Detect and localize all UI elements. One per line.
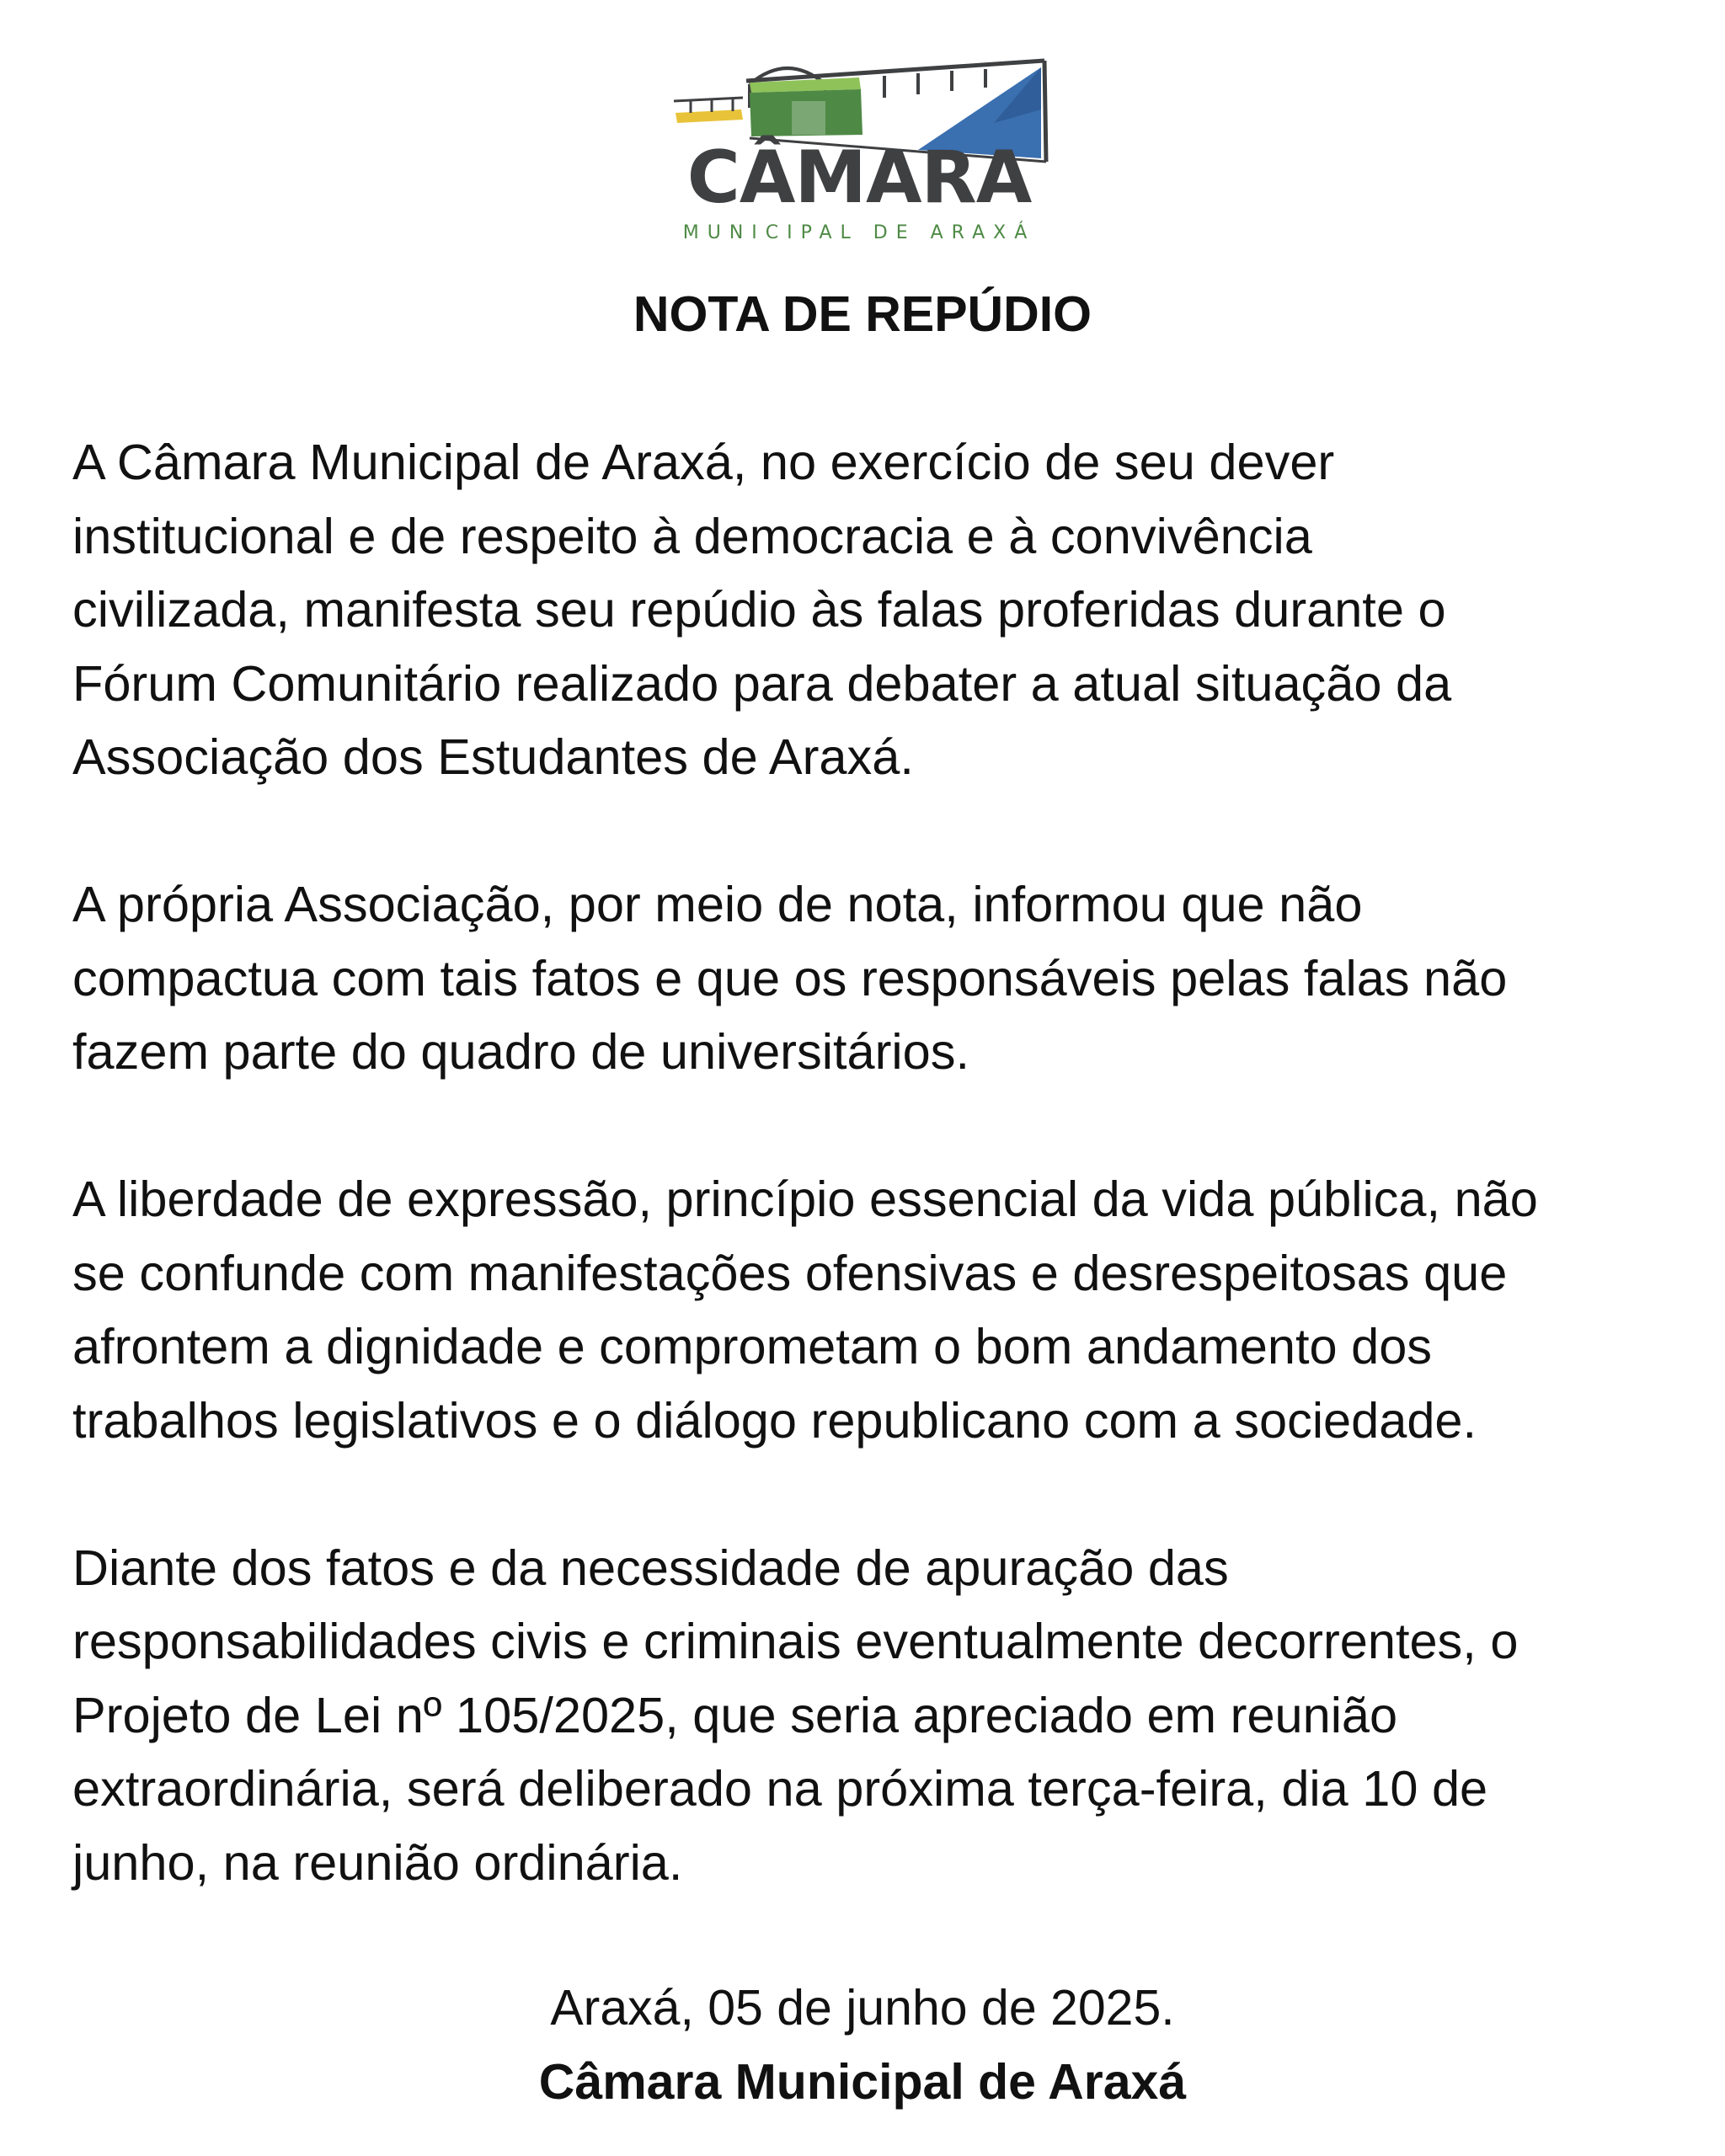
text-line: Projeto de Lei nº 105/2025, que seria apreciado em reunião <box>72 1686 1398 1743</box>
logo-subtitle: MUNICIPAL DE ARAXÁ <box>682 222 1036 243</box>
text-line: civilizada, manifesta seu repúdio às falas proferidas durante o <box>72 581 1446 638</box>
camara-logo <box>665 51 1053 253</box>
text-line: Associação dos Estudantes de Araxá. <box>72 728 914 785</box>
place-date: Araxá, 05 de junho de 2025. <box>550 1980 1175 2036</box>
text-line: fazem parte do quadro de universitários. <box>72 1023 969 1080</box>
document-body <box>72 425 1698 1973</box>
paragraph <box>72 1531 1698 1900</box>
text-line: trabalhos legislativos e o diálogo republicano com a sociedade. <box>72 1391 1477 1449</box>
text-line: Diante dos fatos e da necessidade de apuração das <box>72 1539 1229 1596</box>
text-line: responsabilidades civis e criminais eventualmente decorrentes, o <box>72 1613 1519 1669</box>
text-line: A liberdade de expressão, princípio essencial da vida pública, não <box>72 1171 1538 1227</box>
text-line: junho, na reunião ordinária. <box>72 1833 683 1891</box>
signing-organization: Câmara Municipal de Araxá <box>538 2054 1187 2110</box>
text-line: se confunde com manifestações ofensivas e desrespeitosas que <box>72 1244 1508 1301</box>
text-line: A própria Associação, por meio de nota, informou que não <box>72 876 1363 932</box>
logo-wordmark: CÂMARA <box>686 136 1032 220</box>
text-line: A Câmara Municipal de Araxá, no exercício de seu dever <box>72 434 1335 490</box>
paragraph <box>72 425 1698 794</box>
paragraph <box>72 1162 1698 1457</box>
text-line: extraordinária, será deliberado na próxima terça-feira, dia 10 de <box>72 1760 1488 1817</box>
signature-block <box>0 1971 1725 2119</box>
text-line: institucional e de respeito à democracia e à convivência <box>72 507 1312 564</box>
text-line: Fórum Comunitário realizado para debater a atual situação da <box>72 654 1452 712</box>
paragraph <box>72 867 1698 1089</box>
text-line: afrontem a dignidade e comprometam o bom andamento dos <box>72 1318 1433 1374</box>
document-title: NOTA DE REPÚDIO <box>633 286 1092 342</box>
text-line: compactua com tais fatos e que os responsáveis pelas falas não <box>72 949 1508 1006</box>
